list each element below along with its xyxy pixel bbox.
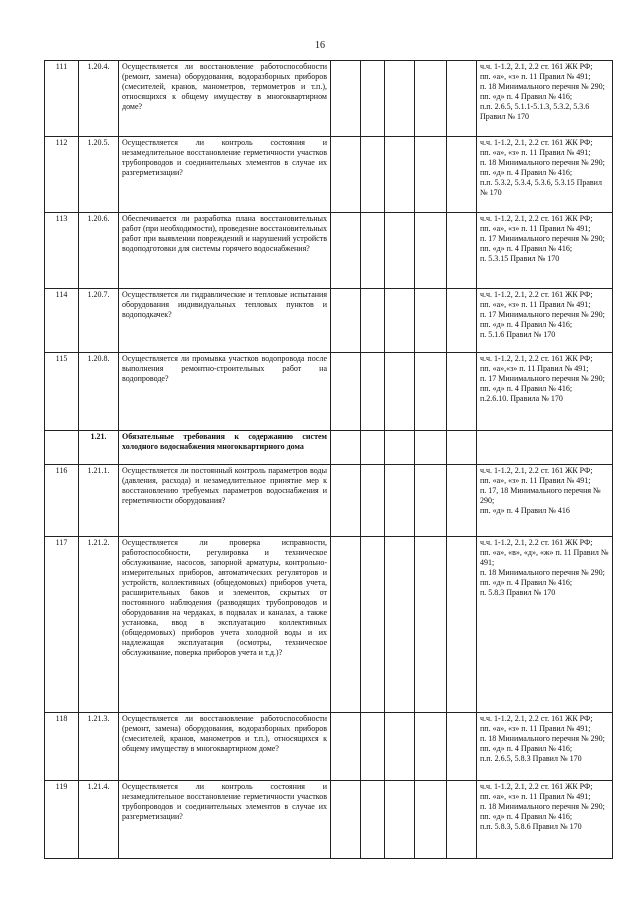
- legal-reference-line: п. 5.3.15 Правил № 170: [480, 254, 560, 263]
- legal-reference-line: пп. «а», «з» п. 11 Правил № 491;: [480, 724, 591, 733]
- legal-reference-line: ч.ч. 1-1.2, 2.1, 2.2 ст. 161 ЖК РФ;: [480, 538, 593, 547]
- answer-cell: [331, 781, 361, 859]
- answer-cell: [361, 61, 385, 137]
- requirement-code: 1.21.1.: [79, 465, 119, 537]
- legal-reference-line: п. 18 Минимального перечня № 290;: [480, 568, 605, 577]
- legal-reference-line: п. 17, 18 Минимального перечня № 290;: [480, 486, 601, 505]
- checklist-table: [44, 60, 613, 859]
- row-number: 112: [45, 137, 79, 213]
- legal-reference-line: п. 18 Минимального перечня № 290;: [480, 734, 605, 743]
- table-row: [45, 289, 613, 353]
- legal-reference-line: п.2.6.10. Правила № 170: [480, 394, 563, 403]
- legal-reference-line: п. 17 Минимального перечня № 290;: [480, 374, 605, 383]
- row-number: 118: [45, 713, 79, 781]
- answer-cell: [361, 213, 385, 289]
- row-number: 111: [45, 61, 79, 137]
- question-text: Осуществляется ли проверка исправности, работоспособности, регулировка и техническое обслуживание, насосов, запорной арматуры, контрольно-измерительных приборов, автоматических регуляторов и устройств, коллективных (общедомовых) приборов учета, расширительных баков и элементов, скрытых от постоянного наблюдения (разводящих трубопроводов и оборудования на чердаках, в подвалах и каналах, а также установка, ввод в эксплуатацию коллективных (общедомовых) приборов учета холодной воды и их надлежащая эксплуатация (осмотры, техническое обслуживание, поверка приборов учета и т.д.)?: [119, 537, 331, 713]
- table-row: [45, 137, 613, 213]
- answer-cell: [385, 61, 415, 137]
- answer-cell: [361, 713, 385, 781]
- answer-cell: [447, 353, 477, 431]
- legal-reference-line: ч.ч. 1-1.2, 2.1, 2.2 ст. 161 ЖК РФ;: [480, 138, 593, 147]
- answer-cell: [447, 213, 477, 289]
- legal-reference-line: п.п. 2.6.5, 5.1.1-5.1.3, 5.3.2, 5.3.6 Правил № 170: [480, 102, 590, 121]
- table-row: [45, 781, 613, 859]
- legal-reference-line: п. 18 Минимального перечня № 290;: [480, 82, 605, 91]
- answer-cell: [331, 713, 361, 781]
- answer-cell: [415, 537, 447, 713]
- checklist-body: [45, 61, 613, 859]
- legal-reference-line: п.п. 2.6.5, 5.8.3 Правил № 170: [480, 754, 582, 763]
- answer-cell: [415, 213, 447, 289]
- requirement-code: 1.20.5.: [79, 137, 119, 213]
- legal-reference: [477, 213, 613, 289]
- legal-reference-line: пп. «д» п. 4 Правил № 416;: [480, 168, 573, 177]
- answer-cell: [415, 137, 447, 213]
- answer-cell: [385, 353, 415, 431]
- question-text: Осуществляется ли контроль состояния и незамедлительное восстановление герметичности участков трубопроводов и соединительных элементов в случае их разгерметизации?: [119, 137, 331, 213]
- answer-cell: [447, 289, 477, 353]
- row-number: [45, 431, 79, 465]
- answer-cell: [361, 137, 385, 213]
- legal-reference-line: пп. «д» п. 4 Правил № 416;: [480, 244, 573, 253]
- question-text: Осуществляется ли гидравлические и тепловые испытания оборудования индивидуальных тепловых пунктов и водоподкачек?: [119, 289, 331, 353]
- legal-reference: [477, 713, 613, 781]
- answer-cell: [331, 137, 361, 213]
- answer-cell: [385, 781, 415, 859]
- row-number: 116: [45, 465, 79, 537]
- legal-reference-line: п. 18 Минимального перечня № 290;: [480, 802, 605, 811]
- legal-reference-line: п. 5.1.6 Правил № 170: [480, 330, 556, 339]
- answer-cell: [447, 713, 477, 781]
- answer-cell: [361, 353, 385, 431]
- answer-cell: [415, 61, 447, 137]
- row-number: 119: [45, 781, 79, 859]
- answer-cell: [447, 537, 477, 713]
- legal-reference-line: пп. «а», «з» п. 11 Правил № 491;: [480, 476, 591, 485]
- legal-reference: [477, 781, 613, 859]
- requirement-code: 1.20.4.: [79, 61, 119, 137]
- legal-reference-line: пп. «д» п. 4 Правил № 416;: [480, 92, 573, 101]
- table-row: [45, 353, 613, 431]
- question-text: Осуществляется ли контроль состояния и незамедлительное восстановление герметичности участков трубопроводов и соединительных элементов в случае их разгерметизации?: [119, 781, 331, 859]
- section-title: Обязательные требования к содержанию систем холодного водоснабжения многоквартирного дома: [119, 431, 331, 465]
- requirement-code: 1.21.2.: [79, 537, 119, 713]
- legal-reference-line: п.п. 5.8.3, 5.8.6 Правил № 170: [480, 822, 582, 831]
- table-row: [45, 61, 613, 137]
- legal-reference-line: пп. «а», «з» п. 11 Правил № 491;: [480, 792, 591, 801]
- legal-reference-line: ч.ч. 1-1.2, 2.1, 2.2 ст. 161 ЖК РФ;: [480, 466, 593, 475]
- page-number: 16: [315, 40, 325, 51]
- answer-cell: [415, 781, 447, 859]
- answer-cell: [385, 137, 415, 213]
- legal-reference: [477, 537, 613, 713]
- answer-cell: [385, 289, 415, 353]
- row-number: 113: [45, 213, 79, 289]
- answer-cell: [415, 713, 447, 781]
- answer-cell: [331, 61, 361, 137]
- requirement-code: 1.21.4.: [79, 781, 119, 859]
- answer-cell: [331, 353, 361, 431]
- answer-cell: [447, 137, 477, 213]
- question-text: Осуществляется ли постоянный контроль параметров воды (давления, расхода) и незамедлительное принятие мер к восстановлению требуемых параметров водоснабжения и герметичности оборудования?: [119, 465, 331, 537]
- answer-cell: [447, 61, 477, 137]
- legal-reference: [477, 61, 613, 137]
- answer-cell: [331, 537, 361, 713]
- legal-reference-line: пп. «а», «з» п. 11 Правил № 491;: [480, 224, 591, 233]
- answer-cell: [331, 289, 361, 353]
- question-text: Осуществляется ли промывка участков водопровода после выполнения ремонтно-строительных работ на водопроводе?: [119, 353, 331, 431]
- question-text: Осуществляется ли восстановление работоспособности (ремонт, замена) оборудования, водоразборных приборов (смесителей, кранов, манометров и т.п.), относящихся к общему имуществу в многоквартирном доме?: [119, 713, 331, 781]
- requirement-code: 1.21.: [79, 431, 119, 465]
- legal-reference-line: ч.ч. 1-1.2, 2.1, 2.2 ст. 161 ЖК РФ;: [480, 214, 593, 223]
- legal-reference-line: п. 17 Минимального перечня № 290;: [480, 310, 605, 319]
- answer-cell: [447, 781, 477, 859]
- legal-reference-line: пп. «а», «в», «д», «ж» п. 11 Правил № 491;: [480, 548, 609, 567]
- legal-reference-line: п. 18 Минимального перечня № 290;: [480, 158, 605, 167]
- answer-cell: [415, 431, 447, 465]
- table-row: [45, 537, 613, 713]
- legal-reference-line: пп. «д» п. 4 Правил № 416: [480, 506, 570, 515]
- legal-reference-line: пп. «а», «з» п. 11 Правил № 491;: [480, 300, 591, 309]
- answer-cell: [361, 431, 385, 465]
- legal-reference-line: п. 17 Минимального перечня № 290;: [480, 234, 605, 243]
- legal-reference-line: пп. «д» п. 4 Правил № 416;: [480, 384, 573, 393]
- question-text: Осуществляется ли восстановление работоспособности (ремонт, замена) оборудования, водоразборных приборов (смесителей, кранов, манометров, термометров и т.п.), относящихся к общему имуществу в многоквартирном доме?: [119, 61, 331, 137]
- table-row: [45, 465, 613, 537]
- legal-reference-line: пп. «д» п. 4 Правил № 416;: [480, 320, 573, 329]
- legal-reference: [477, 289, 613, 353]
- answer-cell: [361, 781, 385, 859]
- row-number: 115: [45, 353, 79, 431]
- legal-reference-line: ч.ч. 1-1.2, 2.1, 2.2 ст. 161 ЖК РФ;: [480, 714, 593, 723]
- table-row: [45, 213, 613, 289]
- answer-cell: [331, 465, 361, 537]
- row-number: 114: [45, 289, 79, 353]
- answer-cell: [361, 465, 385, 537]
- legal-reference-line: пп. «а», «з» п. 11 Правил № 491;: [480, 148, 591, 157]
- legal-reference-line: пп. «д» п. 4 Правил № 416;: [480, 744, 573, 753]
- answer-cell: [385, 713, 415, 781]
- requirement-code: 1.20.7.: [79, 289, 119, 353]
- answer-cell: [385, 465, 415, 537]
- answer-cell: [447, 465, 477, 537]
- answer-cell: [331, 213, 361, 289]
- legal-reference-line: ч.ч. 1-1.2, 2.1, 2.2 ст. 161 ЖК РФ;: [480, 62, 593, 71]
- answer-cell: [415, 465, 447, 537]
- answer-cell: [385, 213, 415, 289]
- answer-cell: [415, 289, 447, 353]
- legal-reference-line: ч.ч. 1-1.2, 2.1, 2.2 ст. 161 ЖК РФ;: [480, 354, 593, 363]
- requirement-code: 1.20.8.: [79, 353, 119, 431]
- section-row: [45, 431, 613, 465]
- legal-reference: [477, 465, 613, 537]
- answer-cell: [447, 431, 477, 465]
- legal-reference-line: пп. «а»,«з» п. 11 Правил № 491;: [480, 364, 589, 373]
- legal-reference: [477, 431, 613, 465]
- legal-reference-line: пп. «д» п. 4 Правил № 416;: [480, 812, 573, 821]
- legal-reference: [477, 137, 613, 213]
- answer-cell: [385, 537, 415, 713]
- question-text: Обеспечивается ли разработка плана восстановительных работ (при необходимости), проведение восстановительных работ при выявлении повреждений и нарушений устройств водоподготовки для системы горячего водоснабжения?: [119, 213, 331, 289]
- legal-reference-line: пп. «д» п. 4 Правил № 416;: [480, 578, 573, 587]
- legal-reference-line: п.п. 5.3.2, 5.3.4, 5.3.6, 5.3.15 Правил № 170: [480, 178, 602, 197]
- requirement-code: 1.20.6.: [79, 213, 119, 289]
- legal-reference: [477, 353, 613, 431]
- answer-cell: [331, 431, 361, 465]
- legal-reference-line: п. 5.8.3 Правил № 170: [480, 588, 556, 597]
- answer-cell: [415, 353, 447, 431]
- row-number: 117: [45, 537, 79, 713]
- answer-cell: [385, 431, 415, 465]
- legal-reference-line: ч.ч. 1-1.2, 2.1, 2.2 ст. 161 ЖК РФ;: [480, 782, 593, 791]
- table-row: [45, 713, 613, 781]
- answer-cell: [361, 289, 385, 353]
- legal-reference-line: пп. «а», «з» п. 11 Правил № 491;: [480, 72, 591, 81]
- answer-cell: [361, 537, 385, 713]
- requirement-code: 1.21.3.: [79, 713, 119, 781]
- legal-reference-line: ч.ч. 1-1.2, 2.1, 2.2 ст. 161 ЖК РФ;: [480, 290, 593, 299]
